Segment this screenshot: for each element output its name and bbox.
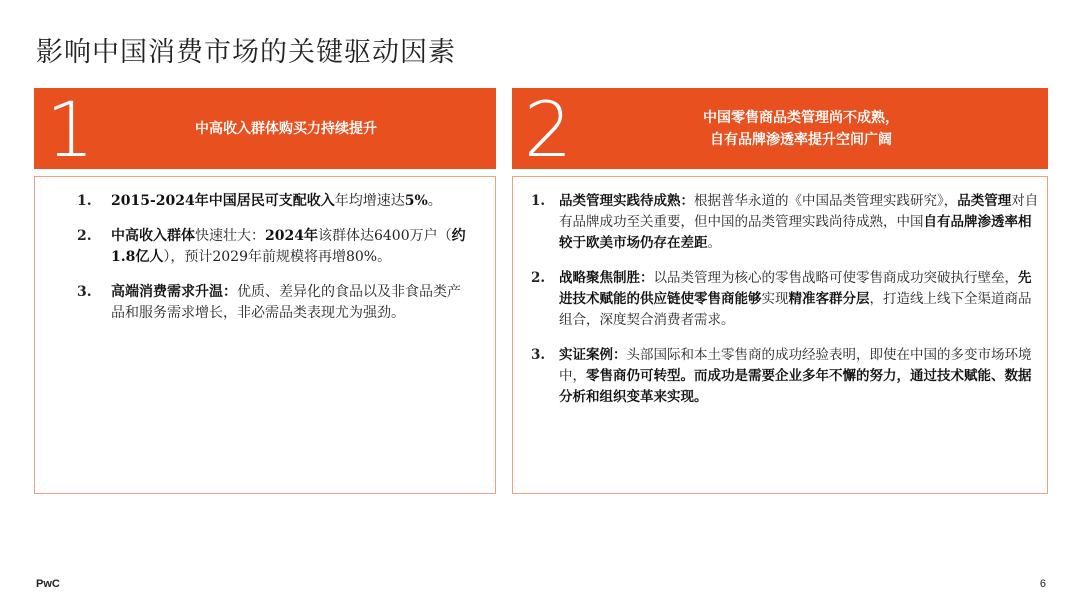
point-list: [531, 191, 1039, 408]
emphasis-text: 2024年: [265, 228, 318, 244]
emphasis-text: 自有品牌渗透率相较于欧美市场仍存在差距: [559, 214, 1032, 251]
slide-title: 影响中国消费市场的关键驱动因素: [36, 37, 456, 68]
panel-header: [34, 84, 496, 174]
body-text: 以品类管理为核心的零售战略可使零售商成功突破执行壁垒，: [653, 270, 1018, 286]
emphasis-text: 先进技术赋能的供应链使零售商能够: [559, 270, 1032, 307]
emphasis-text: 2015-2024年中国居民可支配收入: [111, 193, 335, 209]
list-item-text: [559, 345, 1039, 408]
body-text: 快速壮大：: [195, 228, 265, 244]
panel-number: 2: [523, 84, 573, 174]
panel-number: 1: [45, 84, 95, 174]
driver-panel-1: [34, 84, 496, 494]
emphasis-text: 精准客群分层: [788, 291, 870, 307]
emphasis-text: 战略聚焦制胜：: [559, 270, 654, 286]
list-item-text: [559, 268, 1039, 331]
panel-heading-line: 中高收入群体购买力持续提升: [195, 120, 377, 137]
page-number: 6: [1039, 578, 1046, 590]
list-item: [57, 191, 473, 212]
list-item-number: 3.: [531, 347, 546, 363]
body-text: 优质、差异化的食品以及非食品类产品和服务需求增长，非必需品类表现尤为强劲。: [111, 284, 461, 321]
panel-body: [34, 176, 496, 494]
list-item-number: 1.: [77, 193, 92, 209]
body-text: 对自有品牌成功至关重要，但中国的品类管理实践尚待成熟，中国: [559, 193, 1039, 230]
driver-panel-2: [512, 84, 1048, 494]
list-item-text: [111, 282, 473, 324]
list-item-number: 2.: [77, 228, 92, 244]
body-text: 。: [707, 235, 721, 251]
body-text: 根据普华永道的《中国品类管理实践研究》，: [694, 193, 958, 209]
list-item-text: [559, 191, 1039, 254]
list-item: [531, 345, 1039, 408]
body-text: 年均增速达: [334, 193, 405, 209]
list-item-text: [111, 191, 473, 212]
panel-heading-line: 自有品牌渗透率提升空间广阔: [710, 131, 892, 148]
point-list: [57, 191, 473, 324]
footer-brand: PwC: [36, 578, 60, 590]
panel-heading: [106, 118, 496, 140]
emphasis-text: 约1.8亿人: [111, 228, 466, 265]
emphasis-text: 高端消费需求升温：: [111, 284, 237, 300]
list-item-text: [111, 226, 473, 268]
list-item-number: 1.: [531, 193, 546, 209]
emphasis-text: 品类管理实践待成熟：: [559, 193, 694, 209]
list-item: [57, 226, 473, 268]
panel-body: [512, 176, 1048, 494]
body-text: ），预计2029年前规模将再增80%。: [163, 249, 392, 265]
panel-heading: [584, 107, 1048, 151]
panel-heading-line: 中国零售商品类管理尚不成熟，: [703, 109, 899, 126]
emphasis-text: 中高收入群体: [111, 228, 195, 244]
emphasis-text: 品类管理: [957, 193, 1012, 209]
body-text: 头部国际和本土零售商的成功经验表明，即使在中国的多变市场环境中，: [559, 347, 1032, 384]
list-item-number: 3.: [77, 284, 92, 300]
body-text: 。: [427, 193, 442, 209]
emphasis-text: 实证案例：: [559, 347, 627, 363]
emphasis-text: 5%: [404, 193, 428, 209]
list-item-number: 2.: [531, 270, 546, 286]
body-text: ，打造线上线下全渠道商品组合，深度契合消费者需求。: [559, 291, 1032, 328]
list-item: [531, 191, 1039, 254]
body-text: 该群体达6400万户（: [317, 228, 452, 244]
emphasis-text: 零售商仍可转型。而成功是需要企业多年不懈的努力，通过技术赋能、数据分析和组织变革来实现。: [559, 368, 1032, 405]
body-text: 实现: [761, 291, 789, 307]
list-item: [531, 268, 1039, 331]
panel-header: [512, 84, 1048, 174]
list-item: [57, 282, 473, 324]
